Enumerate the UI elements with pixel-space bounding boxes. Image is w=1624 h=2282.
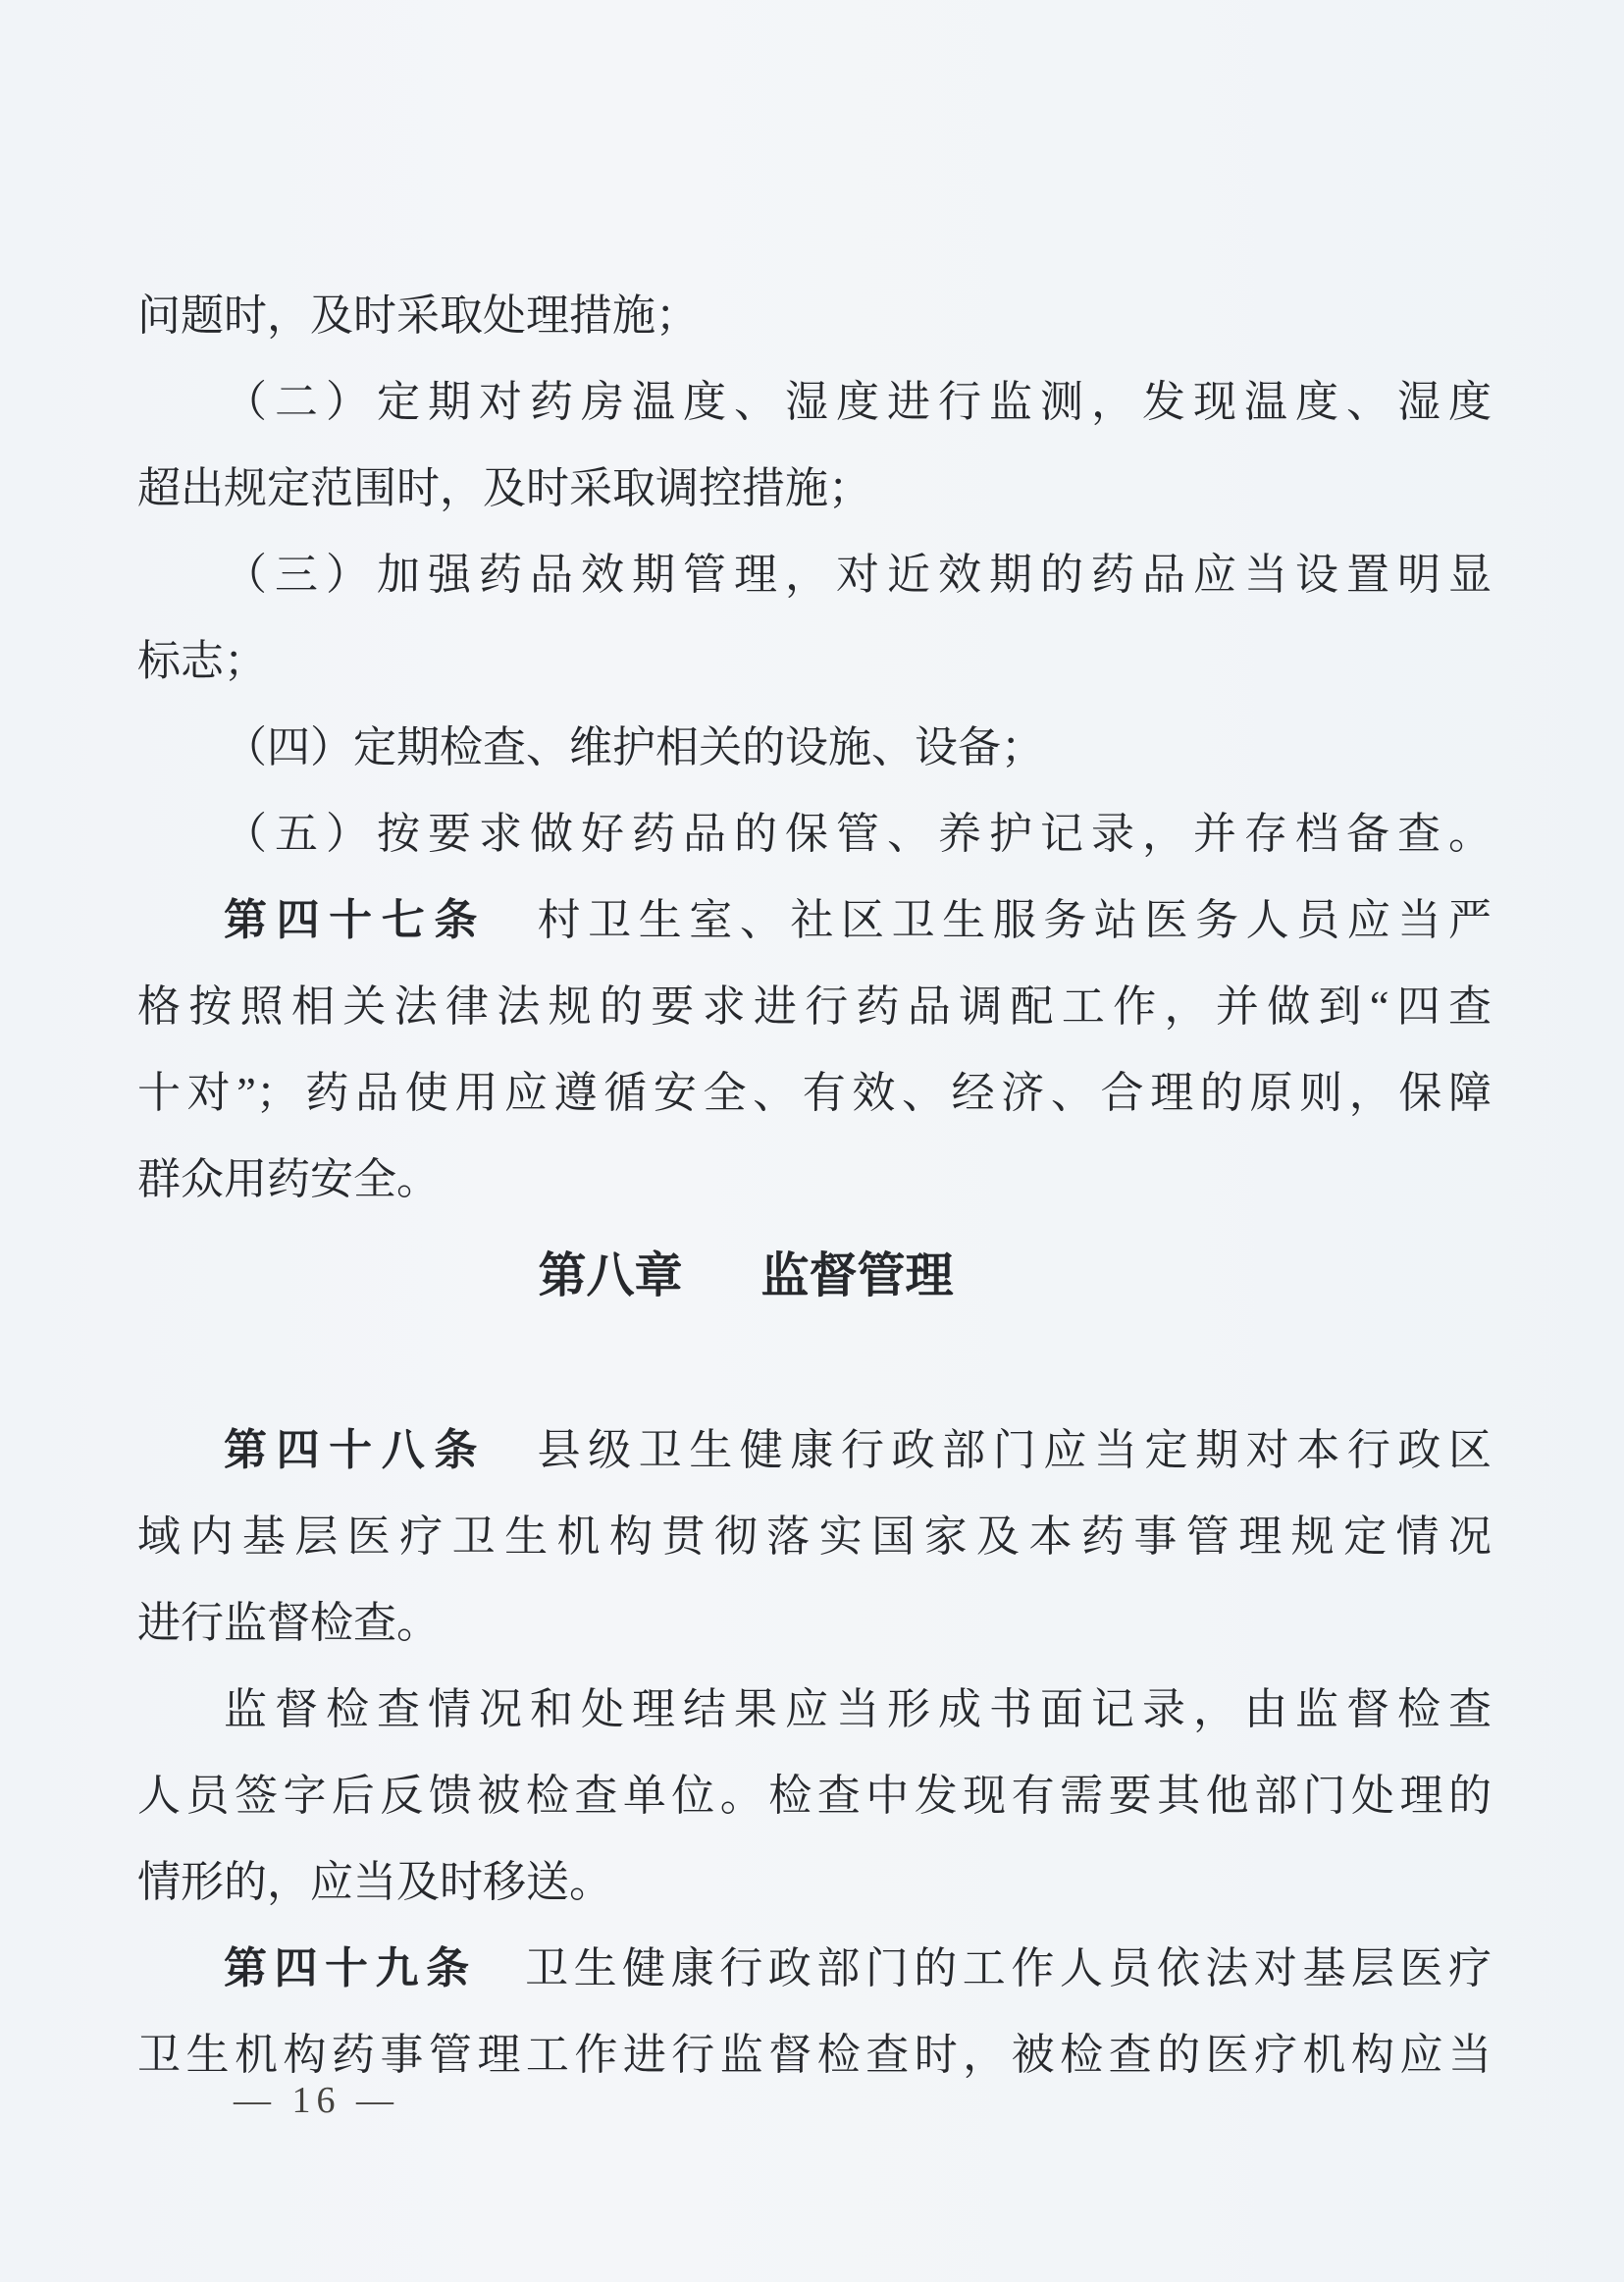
text-segment: 标志； xyxy=(137,637,267,685)
article-number: 第四十八条 xyxy=(224,1426,487,1474)
page-number: — 16 — xyxy=(234,2080,399,2121)
text-line xyxy=(137,1926,1492,2012)
page-footer xyxy=(234,2079,399,2122)
text-segment: 村卫生室、社区卫生服务站医务人员应当严 xyxy=(486,896,1493,944)
article-number: 第四十七条 xyxy=(224,896,487,944)
text-segment: 格按照相关法律法规的要求进行药品调配工作，并做到“四查 xyxy=(137,982,1492,1031)
text-segment: （五）按要求做好药品的保管、养护记录，并存档备查。 xyxy=(224,810,1492,858)
text-segment: 问题时，及时采取处理措施； xyxy=(137,292,699,340)
text-segment: 十对”；药品使用应遵循安全、有效、经济、合理的原则，保障 xyxy=(137,1069,1492,1117)
text-segment: 超出规定范围时，及时采取调控措施； xyxy=(137,464,871,512)
text-line xyxy=(137,1839,1492,1926)
text-segment: 县级卫生健康行政部门应当定期对本行政区 xyxy=(486,1426,1493,1474)
text-segment: （四）定期检查、维护相关的设施、设备； xyxy=(224,723,1044,771)
text-segment: 卫生健康行政部门的工作人员依法对基层医疗 xyxy=(476,1944,1493,1992)
text-line xyxy=(137,359,1492,446)
chapter-title: 监督管理 xyxy=(760,1248,954,1302)
text-line xyxy=(137,1753,1492,1839)
text-line xyxy=(137,273,1492,359)
text-line xyxy=(137,1050,1492,1137)
text-line xyxy=(137,618,1492,705)
text-segment: 人员签字后反馈被检查单位。检查中发现有需要其他部门处理的 xyxy=(137,1772,1492,1820)
text-segment: 进行监督检查。 xyxy=(137,1599,440,1647)
text-segment: 卫生机构药事管理工作进行监督检查时，被检查的医疗机构应当 xyxy=(137,2031,1492,2079)
text-segment: 域内基层医疗卫生机构贯彻落实国家及本药事管理规定情况 xyxy=(137,1512,1492,1561)
document-body xyxy=(137,273,1492,2098)
text-line xyxy=(137,1137,1492,1223)
text-line xyxy=(137,532,1492,618)
text-segment: 情形的，应当及时移送。 xyxy=(137,1858,612,1906)
text-line xyxy=(137,877,1492,964)
text-line xyxy=(137,1667,1492,1753)
text-line xyxy=(137,964,1492,1050)
chapter-heading xyxy=(69,1233,1423,1319)
text-line xyxy=(137,791,1492,877)
text-line xyxy=(137,705,1492,791)
chapter-number: 第八章 xyxy=(538,1248,683,1302)
text-segment: （二）定期对药房温度、湿度进行监测，发现温度、湿度 xyxy=(224,378,1492,426)
text-segment: 群众用药安全。 xyxy=(137,1155,440,1203)
text-line xyxy=(137,1407,1492,1494)
text-line xyxy=(137,1580,1492,1667)
article-number: 第四十九条 xyxy=(224,1944,477,1992)
text-segment: （三）加强药品效期管理，对近效期的药品应当设置明显 xyxy=(224,551,1492,599)
text-segment: 监督检查情况和处理结果应当形成书面记录，由监督检查 xyxy=(224,1685,1492,1733)
text-line xyxy=(137,1494,1492,1580)
text-line xyxy=(137,446,1492,532)
